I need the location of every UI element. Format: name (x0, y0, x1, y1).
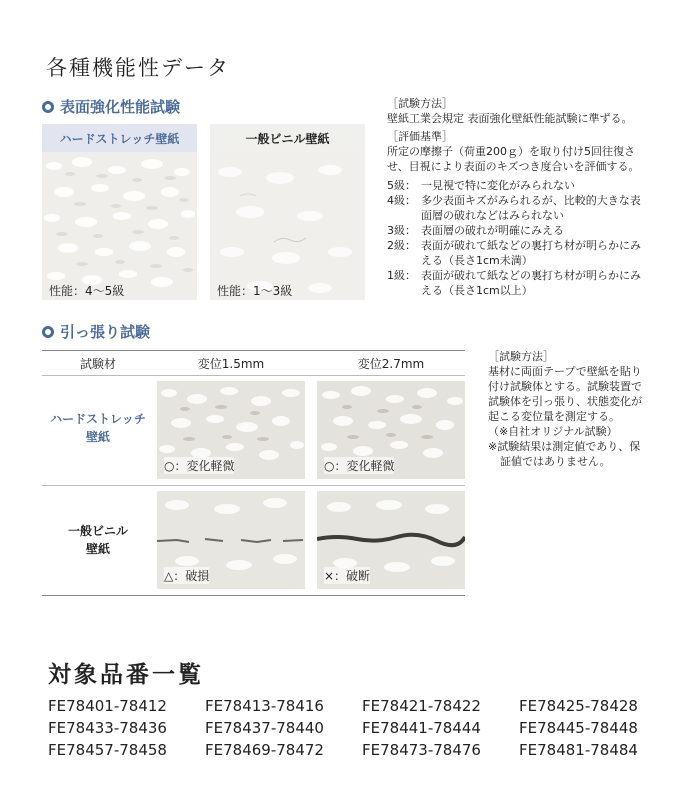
grade-list (387, 178, 667, 298)
col-material-header: 試験材 (79, 357, 116, 371)
row-hard-stretch-label: ハードストレッチ 壁紙 (50, 412, 146, 444)
table-header-line (42, 375, 465, 376)
method-line: 基材に両面テープで壁紙を貼り (488, 365, 642, 378)
hard-stretch-header: ハードストレッチ壁紙 (42, 124, 197, 152)
product-code: FE78421-78422 (362, 697, 481, 715)
method-line: 起こる変位量を測定する。 (488, 410, 620, 423)
method-heading: ［試験方法］ (387, 97, 453, 110)
method-text: 壁紙工業会規定 表面強化壁紙性能試験に準ずる。 (387, 112, 633, 125)
product-code: FE78413-78416 (205, 697, 324, 715)
product-code: FE78481-78484 (519, 741, 638, 759)
product-code: FE78433-78436 (48, 719, 167, 737)
tensile-method-notes (488, 349, 668, 469)
product-code: FE78457-78458 (48, 741, 167, 759)
vinyl-texture (210, 152, 365, 300)
col-27-header: 変位2.7mm (357, 357, 425, 371)
vinyl-15-result: △：破損 (164, 569, 210, 583)
vinyl-27-result: ×：破断 (324, 569, 371, 583)
product-code: FE78441-78444 (362, 719, 481, 737)
vinyl-performance: 性能：1～3級 (217, 284, 293, 298)
product-code: FE78437-78440 (205, 719, 324, 737)
grade-item: 5級： 一見視で特に変化がみられない (387, 179, 575, 192)
row-vinyl-label: 一般ビニル 壁紙 (67, 524, 128, 556)
vinyl-header: 一般ビニル壁紙 (210, 124, 365, 152)
criteria-text-1: 所定の摩擦子（荷重200ｇ）を取り付け5回往復さ (387, 145, 635, 158)
product-code: FE78445-78448 (519, 719, 638, 737)
product-code: FE78425-78428 (519, 697, 638, 715)
table-bottom-line (42, 595, 465, 596)
hard-15-result: ○：変化軽微 (164, 459, 235, 473)
surface-method-notes (387, 96, 667, 298)
table-top-line (42, 350, 465, 351)
surface-section-label: 表面強化性能試験 (60, 98, 181, 116)
criteria-text-2: せ、目視により表面のキズつき度合いを評価する。 (387, 160, 640, 173)
product-code: FE78473-78476 (362, 741, 481, 759)
bullet-icon (42, 101, 54, 113)
products-title: 対象品番一覧 (48, 662, 204, 688)
hard-27-result: ○：変化軽微 (324, 459, 395, 473)
tensile-method-heading: ［試験方法］ (488, 350, 554, 363)
grade-item: 2級： 表面が破れて紙などの裏打ち材が明らかにみ える（長さ1cm未満） (387, 239, 641, 267)
col-15-header: 変位1.5mm (197, 357, 265, 371)
grade-item: 1級： 表面が破れて紙などの裏打ち材が明らかにみ える（長さ1cm以上） (387, 269, 641, 297)
method-line: 試験体を引っ張り、状態変化が (488, 395, 642, 408)
hard-stretch-performance: 性能：4～5級 (49, 284, 125, 298)
product-code-grid (48, 697, 676, 759)
page-title: 各種機能性データ (46, 56, 230, 80)
hard-stretch-texture (42, 152, 197, 300)
grade-item: 4級： 多少表面キズがみられるが、比較的大きな表 面層の破れなどはみられない (387, 194, 641, 222)
product-code: FE78469-78472 (205, 741, 324, 759)
grade-item: 3級： 表面層の破れが明確にみえる (387, 224, 564, 237)
result-note-cont: 証値ではありません。 (500, 455, 611, 468)
surface-section-title (42, 96, 180, 117)
method-line: （※自社オリジナル試験） (488, 425, 618, 438)
tensile-section-title (42, 321, 150, 342)
method-line: 付け試験体とする。試験装置で (488, 380, 642, 393)
bullet-icon (42, 326, 54, 338)
product-code: FE78401-78412 (48, 697, 167, 715)
tensile-section-label: 引っ張り試験 (60, 323, 151, 341)
table-row-line (42, 485, 465, 486)
criteria-heading: ［評価基準］ (387, 130, 453, 143)
result-note: ※試験結果は測定値であり、保 (488, 440, 641, 453)
